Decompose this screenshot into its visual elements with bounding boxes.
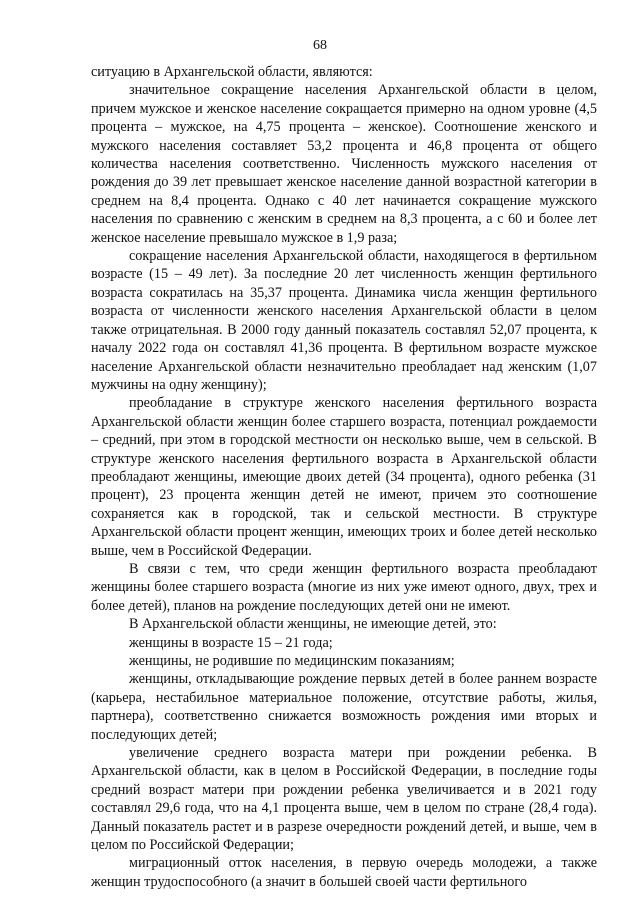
paragraph: В Архангельской области женщины, не имеющие детей, это:	[129, 616, 497, 633]
paragraph: сокращение населения Архангельской области, находящегося в фертильном возрасте (15 – 49 лет). За последние 20 лет численность женщин фертильного возраста сократилась на 35,37 процента. Динамика числа женщин фертильного возраста от численности женского населения Архангельской области в целом также отрицательная. В 2000 году данный показатель составлял 52,07 процента, к началу 2022 года он составлял 41,36 процента. В фертильном возрасте мужское население Архангельской области незначительно преобладает над женским (1,07 мужчины на одну женщину);	[91, 248, 597, 393]
paragraph: увеличение среднего возраста матери при рождении ребенка. В Архангельской области, как в целом в Российской Федерации, в последние годы средний возраст матери при рождении ребенка увеличивается и в 2021 году составлял 29,6 года, что на 4,1 процента выше, чем в целом по стране (28,4 года). Данный показатель растет и в разрезе очередности рождений детей, и выше, чем в целом по Российской Федерации;	[91, 745, 597, 854]
paragraph: В связи с тем, что среди женщин фертильного возраста преобладают женщины более старшего возраста (многие из них уже имеют одного, двух, трех и более детей), планов на рождение последующих детей они не имеют.	[91, 560, 597, 614]
paragraph: значительное сокращение населения Архангельской области в целом, причем мужское и женское население сокращается примерно на одном уровне (4,5 процента – мужское, на 4,75 процента – женское). Соотношение женского и мужского населения составляет 53,2 процента и 46,8 процента от общего количества населения соответственно. Численность мужского населения от рождения до 39 лет превышает женское население данной возрастной категории в среднем на 8,4 процента. Однако с 40 лет начинается сокращение мужского населения по сравнению с женским в среднем на 8,3 процента, а с 60 и более лет женское население превышало мужское в 1,9 раза;	[91, 82, 597, 246]
paragraph: ситуацию в Архангельской области, являются:	[91, 64, 373, 80]
document-body	[91, 63, 597, 891]
page-number: 68	[313, 38, 327, 53]
paragraph: женщины, откладывающие рождение первых детей в более раннем возрасте (карьера, нестабильное материальное положение, отсутствие работы, жилья, партнера), соответственно снижается возможность рождения ими вторых и последующих детей;	[91, 671, 597, 743]
paragraph: женщины, не родившие по медицинским показаниям;	[129, 653, 455, 669]
paragraph: женщины в возрасте 15 – 21 года;	[129, 634, 333, 651]
paragraph: миграционный отток населения, в первую очередь молодежи, а также женщин трудоспособного (а значит в большей своей части фертильного	[91, 855, 597, 890]
paragraph: преобладание в структуре женского населения фертильного возраста Архангельской области женщин более старшего возраста, потенциал рождаемости – средний, при этом в городской местности он несколько выше, чем в сельской. В структуре женского населения фертильного возраста в Архангельской области преобладают женщины, имеющие двоих детей (34 процента), одного ребенка (31 процент), 23 процента женщин детей не имеют, причем это соотношение сохраняется как в городской, так и сельской местности. В структуре Архангельской области процент женщин, имеющих троих и более детей несколько выше, чем в Российской Федерации.	[91, 395, 597, 559]
